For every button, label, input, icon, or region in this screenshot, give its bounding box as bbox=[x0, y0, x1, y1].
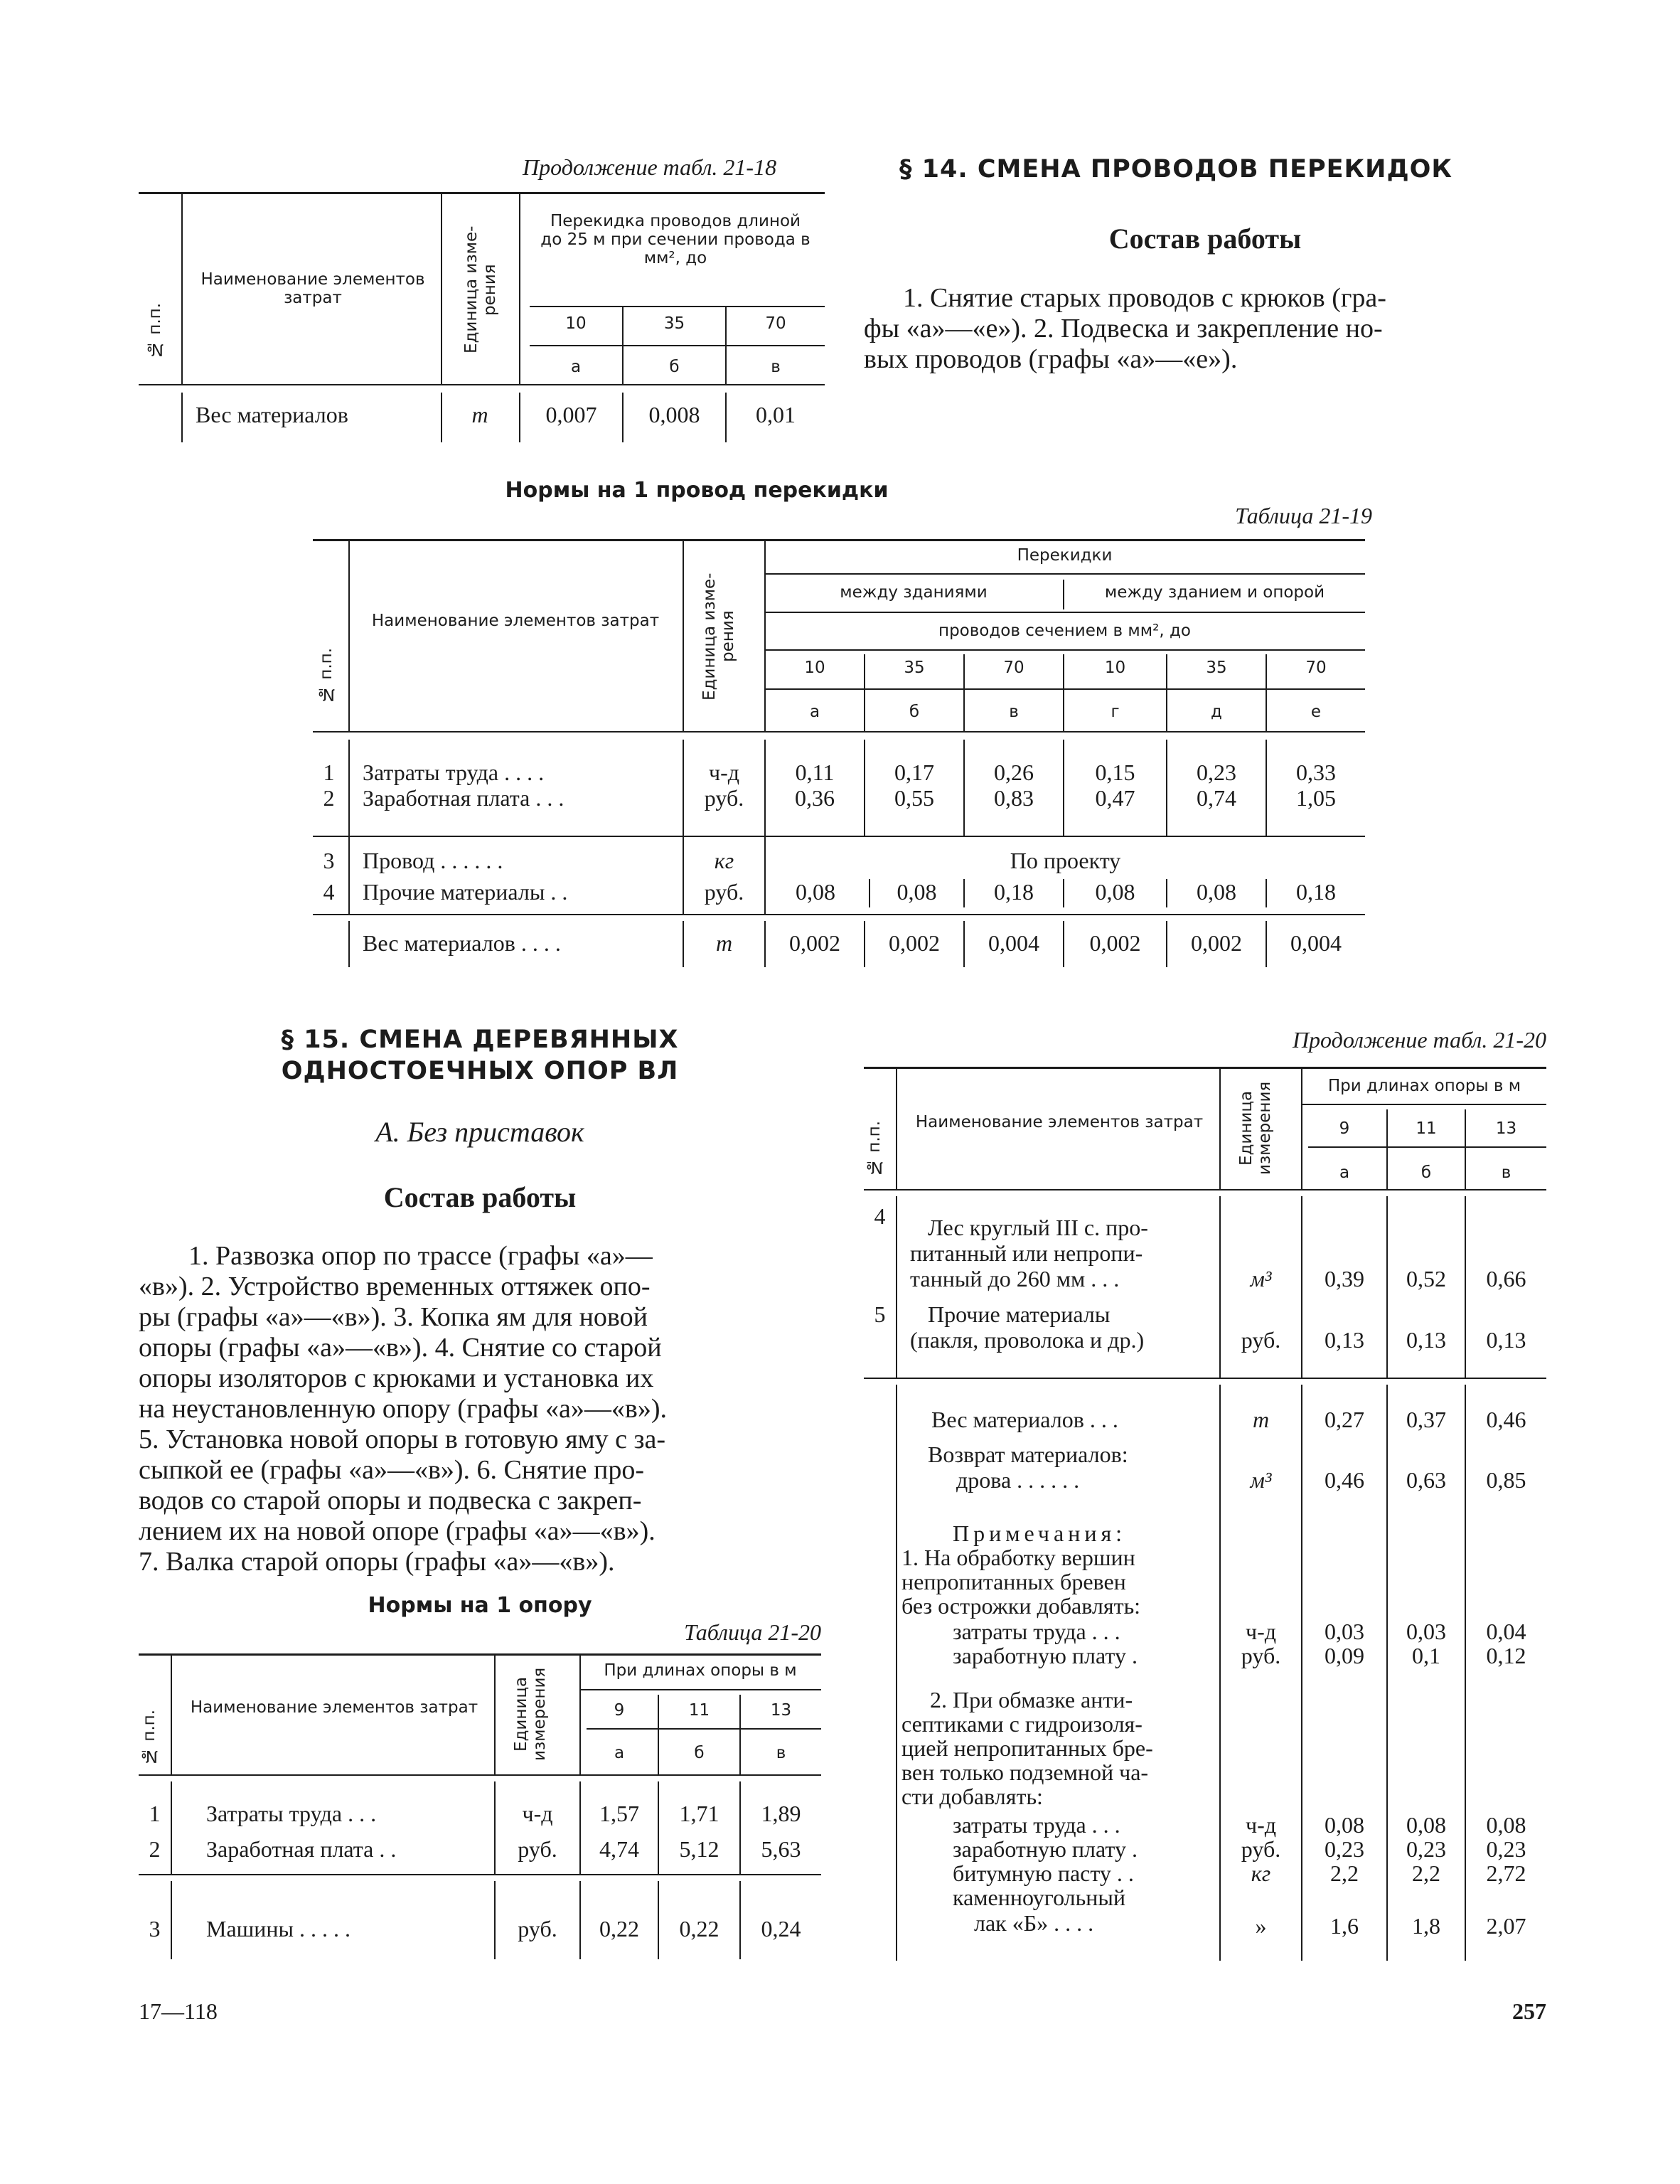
section-15-text: 1. Развозка опор по трассе (графы «а»— «в»). 2. Устройство временных оттяжек опо- ры (графы «а»—«в»). 3. Копка ям для новой опоры (графы «а»—«в»). 4. Снятие со старой опоры изоляторов с крюками и установка их на неустановленную опору (графы «а»—«в»). 5. Установка новой опоры в готовую яму с за- сыпкой ее (графы «а»—«в»). 6. Снятие про- водов со старой опоры и подвеска с закреп- лением их на новой опоре (графы «а»—«в»). 7. Валка старой опоры (графы «а»—«в»). bbox=[139, 1241, 667, 1577]
letter-v: в bbox=[1501, 1163, 1512, 1182]
col-name-header: Наименование элементов затрат bbox=[371, 612, 660, 630]
letter-d: д bbox=[1211, 703, 1222, 721]
row-name: Вес материалов bbox=[196, 402, 348, 427]
table-title: Нормы на 1 опору bbox=[368, 1593, 592, 1618]
letter-b: б bbox=[1420, 1163, 1432, 1182]
size-10: 10 bbox=[565, 314, 587, 333]
letter-a: а bbox=[614, 1744, 625, 1762]
row-val-b: 0,008 bbox=[648, 402, 700, 427]
size-b: 35 bbox=[904, 659, 925, 677]
size-a: 9 bbox=[614, 1701, 625, 1720]
letter-v: в bbox=[771, 358, 781, 376]
col-num-header: № п.п. bbox=[140, 1709, 159, 1765]
section-15-subheading: Состав работы bbox=[383, 1181, 577, 1213]
size-v: 13 bbox=[1495, 1119, 1517, 1138]
size-a: 9 bbox=[1339, 1119, 1350, 1138]
row-unit: т bbox=[471, 402, 488, 427]
size-b: 11 bbox=[1416, 1119, 1437, 1138]
table-title: Нормы на 1 провод перекидки bbox=[505, 478, 889, 503]
row-val-a: 0,007 bbox=[545, 402, 597, 427]
row-val-v: 0,01 bbox=[756, 402, 796, 427]
size-e: 70 bbox=[1305, 659, 1327, 677]
table-caption: Таблица 21-20 bbox=[684, 1619, 821, 1645]
letter-b: б bbox=[694, 1744, 705, 1762]
col-name-header: Наименование элементов затрат bbox=[915, 1113, 1204, 1131]
size-v: 13 bbox=[770, 1701, 792, 1720]
size-v: 70 bbox=[1003, 659, 1024, 677]
notes-title: Примечания: bbox=[953, 1520, 1127, 1546]
section-15-heading: § 15. СМЕНА ДЕРЕВЯННЫХ ОДНОСТОЕЧНЫХ ОПОР ВЛ bbox=[281, 1026, 679, 1085]
letter-b: б bbox=[909, 703, 920, 721]
col-name-header: Наименование элементов затрат bbox=[190, 1698, 478, 1717]
size-a: 10 bbox=[804, 659, 825, 677]
letter-b: б bbox=[669, 358, 680, 376]
section-14-text: 1. Снятие старых проводов с крюков (гра- фы «а»—«е»). 2. Подвеска и закрепление но- вых проводов (графы «а»—«е»). bbox=[864, 283, 1386, 374]
letter-v: в bbox=[1009, 703, 1019, 721]
group-header: При длинах опоры в м bbox=[604, 1661, 797, 1680]
letter-a: а bbox=[809, 703, 820, 721]
col-unit-header: Единица изме-рения bbox=[700, 572, 737, 701]
group-header: Перекидка проводов длиной до 25 м при сечении провода в мм², до bbox=[540, 212, 810, 267]
between-buildings-header: между зданиями bbox=[840, 583, 988, 602]
perekidki-header: Перекидки bbox=[1017, 546, 1113, 565]
letter-e: е bbox=[1310, 703, 1322, 721]
col-unit-header: Единица измерения bbox=[1237, 1081, 1274, 1175]
letter-v: в bbox=[776, 1744, 786, 1762]
section-header: проводов сечением в мм², до bbox=[938, 622, 1191, 640]
po-proektu: По проекту bbox=[1010, 848, 1121, 873]
col-num-header: № п.п. bbox=[865, 1121, 884, 1177]
col-unit-header: Единица изме-рения bbox=[462, 225, 499, 354]
col-unit-header: Единица измерения bbox=[512, 1667, 549, 1761]
size-b: 11 bbox=[688, 1701, 710, 1720]
size-g: 10 bbox=[1104, 659, 1126, 677]
letter-a: а bbox=[1339, 1163, 1350, 1182]
size-35: 35 bbox=[663, 314, 685, 333]
footer-signature: 17—118 bbox=[139, 1998, 218, 2024]
table-caption: Таблица 21-19 bbox=[1235, 503, 1372, 528]
size-70: 70 bbox=[765, 314, 786, 333]
section-14-subheading: Состав работы bbox=[1108, 223, 1302, 255]
col-name-header: Наименование элементов затрат bbox=[200, 270, 425, 307]
section-14-heading: § 14. СМЕНА ПРОВОДОВ ПЕРЕКИДОК bbox=[899, 155, 1452, 183]
letter-g: г bbox=[1111, 703, 1120, 721]
size-d: 35 bbox=[1206, 659, 1227, 677]
building-pole-header: между зданием и опорой bbox=[1104, 583, 1325, 602]
page-number: 257 bbox=[1512, 1998, 1546, 2024]
col-num-header: № п.п. bbox=[317, 648, 336, 704]
group-header: При длинах опоры в м bbox=[1327, 1077, 1521, 1095]
col-num-header: № п.п. bbox=[146, 303, 164, 359]
section-15-subtitle: А. Без приставок bbox=[375, 1116, 584, 1148]
letter-a: а bbox=[570, 358, 582, 376]
table-caption: Продолжение табл. 21-18 bbox=[523, 154, 777, 180]
table-caption: Продолжение табл. 21-20 bbox=[1292, 1027, 1546, 1053]
